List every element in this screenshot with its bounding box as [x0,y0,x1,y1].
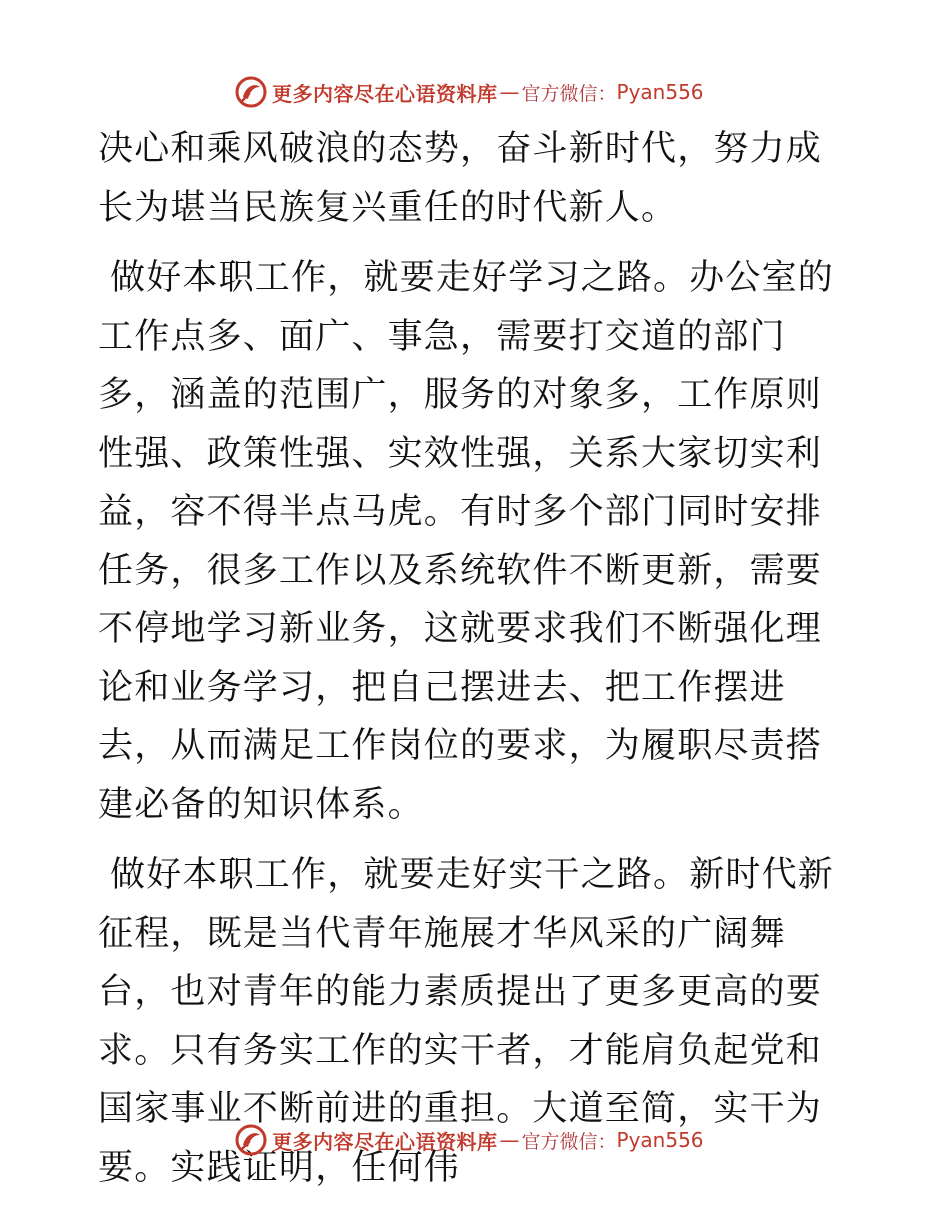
banner-separator: — [499,1128,520,1152]
banner-separator: — [499,80,520,104]
paragraph-2: 做好本职工作，就要走好学习之路。办公室的工作点多、面广、事急，需要打交道的部门多，涵盖的范围广，服务的对象多，工作原则性强、政策性强、实效性强，关系大家切实利益，容不得半点马虎。有时多个部门同时安排任务，很多工作以及系统软件不断更新，需要不停地学习新业务，这就要求我们不断强化理论和业务学习，把自己摆进去、把工作摆进去，从而满足工作岗位的要求，为履职尽责搭建必备的知识体系。 [98,258,835,825]
header-banner-content[interactable] [234,72,704,112]
paragraph-3: 做好本职工作，就要走好实干之路。新时代新征程，既是当代青年施展才华风采的广阔舞台，也对青年的能力素质提出了更多更高的要求。只有务实工作的实干者，才能肩负起党和国家事业不断前进的重担。大道至简，实干为要。实践证明，任何伟 [98,855,835,1188]
brand-text: 更多内容尽在心语资料库 [272,81,498,106]
footer-banner-content[interactable] [234,1120,704,1160]
brand-text: 更多内容尽在心语资料库 [272,1129,498,1154]
brand-logo-icon [234,1123,268,1157]
wechat-label: 官方微信： [521,82,617,105]
brand-logo-icon [234,75,268,109]
footer-banner [0,1120,950,1160]
wechat-id: Pyan556 [616,80,704,104]
header-banner [0,72,950,112]
paragraph-1: 决心和乘风破浪的态势，奋斗新时代，努力成长为堪当民族复兴重任的时代新人。 [98,129,823,228]
document-body [98,120,858,1197]
wechat-id: Pyan556 [616,1128,704,1152]
wechat-label: 官方微信： [521,1130,617,1153]
